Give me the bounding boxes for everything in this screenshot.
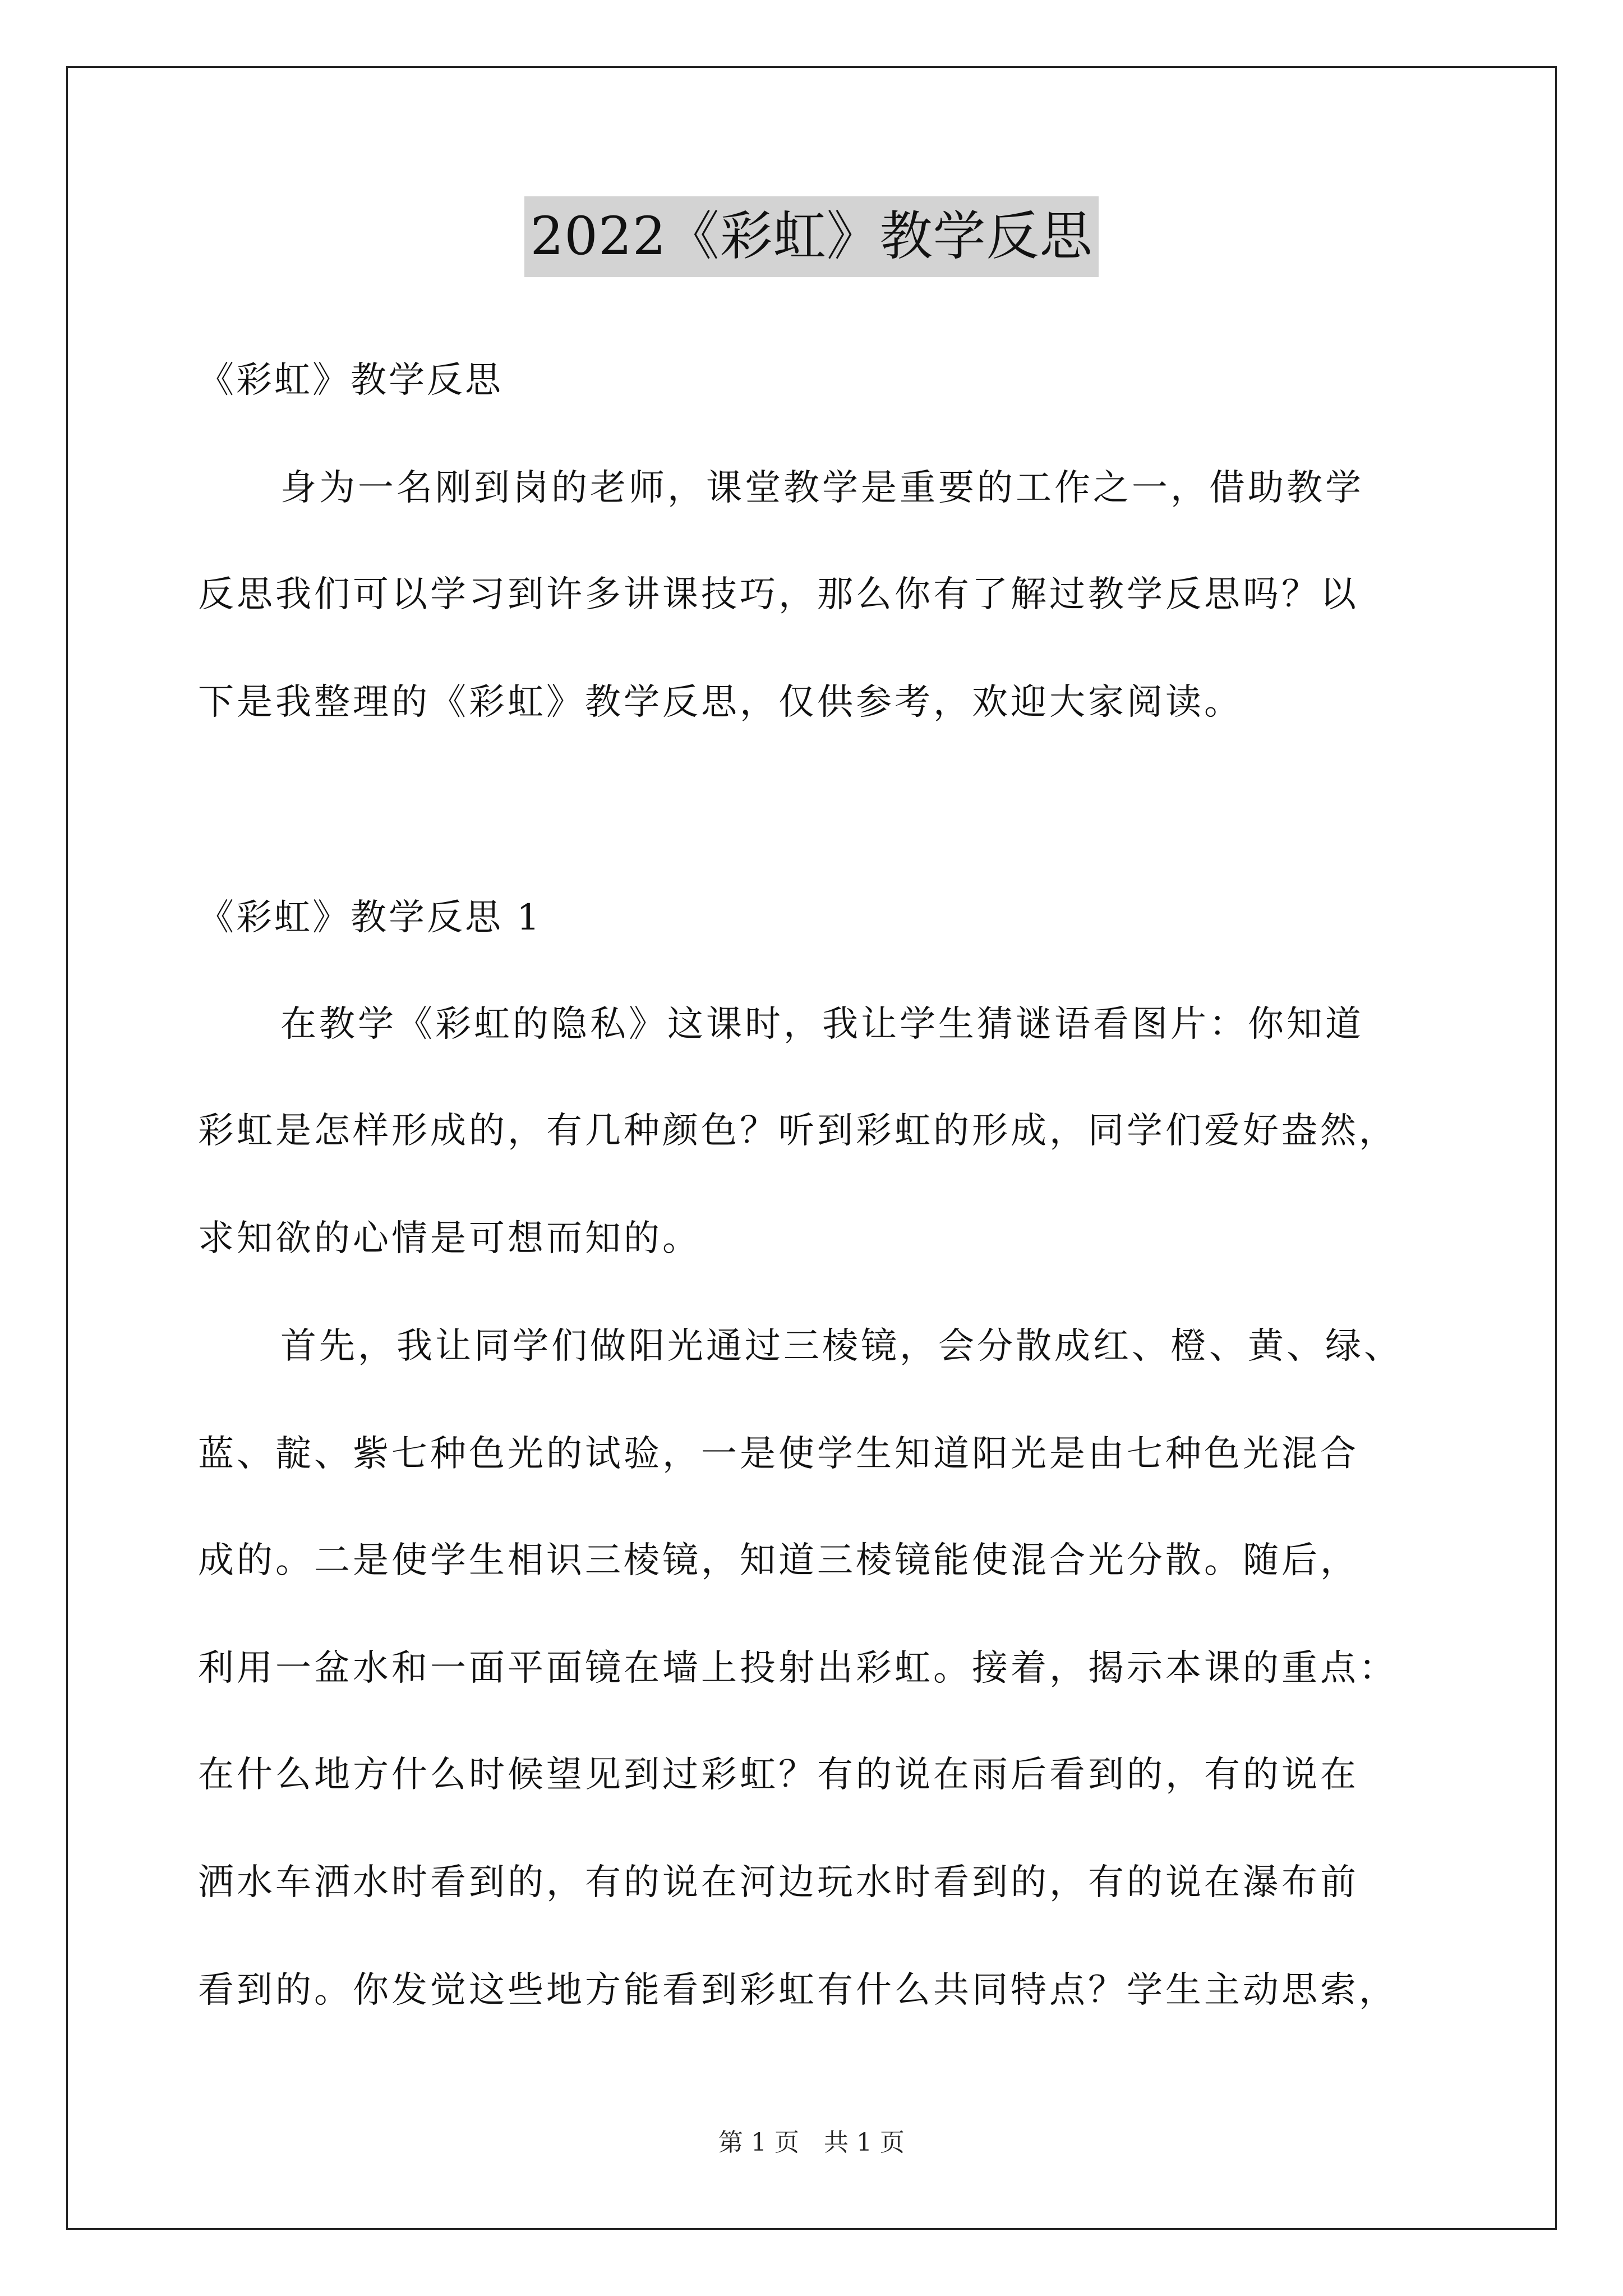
intro-line: 下是我整理的《彩虹》教学反思，仅供参考，欢迎大家阅读。 bbox=[198, 682, 1243, 723]
paragraph-line: 成的。二是使学生相识三棱镜，知道三棱镜能使混合光分散。随后， bbox=[198, 1540, 1359, 1581]
paragraph-line: 首先，我让同学们做阳光通过三棱镜，会分散成红、橙、黄、绿、 bbox=[280, 1326, 1403, 1367]
section-heading: 《彩虹》教学反思 1 bbox=[198, 897, 542, 938]
paragraph-line: 看到的。你发觉这些地方能看到彩虹有什么共同特点？学生主动思索， bbox=[198, 1970, 1398, 2011]
page-footer: 第 1 页 共 1 页 bbox=[718, 2128, 905, 2157]
intro-line: 反思我们可以学习到许多讲课技巧，那么你有了解过教学反思吗？以 bbox=[198, 574, 1359, 615]
paragraph-line: 蓝、靛、紫七种色光的试验，一是使学生知道阳光是由七种色光混合 bbox=[198, 1433, 1359, 1475]
title-container bbox=[0, 196, 1623, 277]
paragraph-line: 洒水车洒水时看到的，有的说在河边玩水时看到的，有的说在瀑布前 bbox=[198, 1862, 1359, 1903]
paragraph-line: 在什么地方什么时候望见到过彩虹？有的说在雨后看到的，有的说在 bbox=[198, 1754, 1359, 1796]
paragraph-line: 在教学《彩虹的隐私》这课时，我让学生猜谜语看图片：你知道 bbox=[280, 1004, 1364, 1045]
paragraph-line: 利用一盆水和一面平面镜在墙上投射出彩虹。接着，揭示本课的重点： bbox=[198, 1648, 1398, 1689]
paragraph-line: 求知欲的心情是可想而知的。 bbox=[198, 1218, 701, 1259]
paragraph-line: 彩虹是怎样形成的，有几种颜色？听到彩虹的形成，同学们爱好盎然， bbox=[198, 1110, 1398, 1152]
document-title: 2022《彩虹》教学反思 bbox=[524, 196, 1098, 277]
intro-line: 身为一名刚到岗的老师，课堂教学是重要的工作之一，借助教学 bbox=[280, 467, 1364, 509]
subtitle: 《彩虹》教学反思 bbox=[198, 360, 503, 401]
